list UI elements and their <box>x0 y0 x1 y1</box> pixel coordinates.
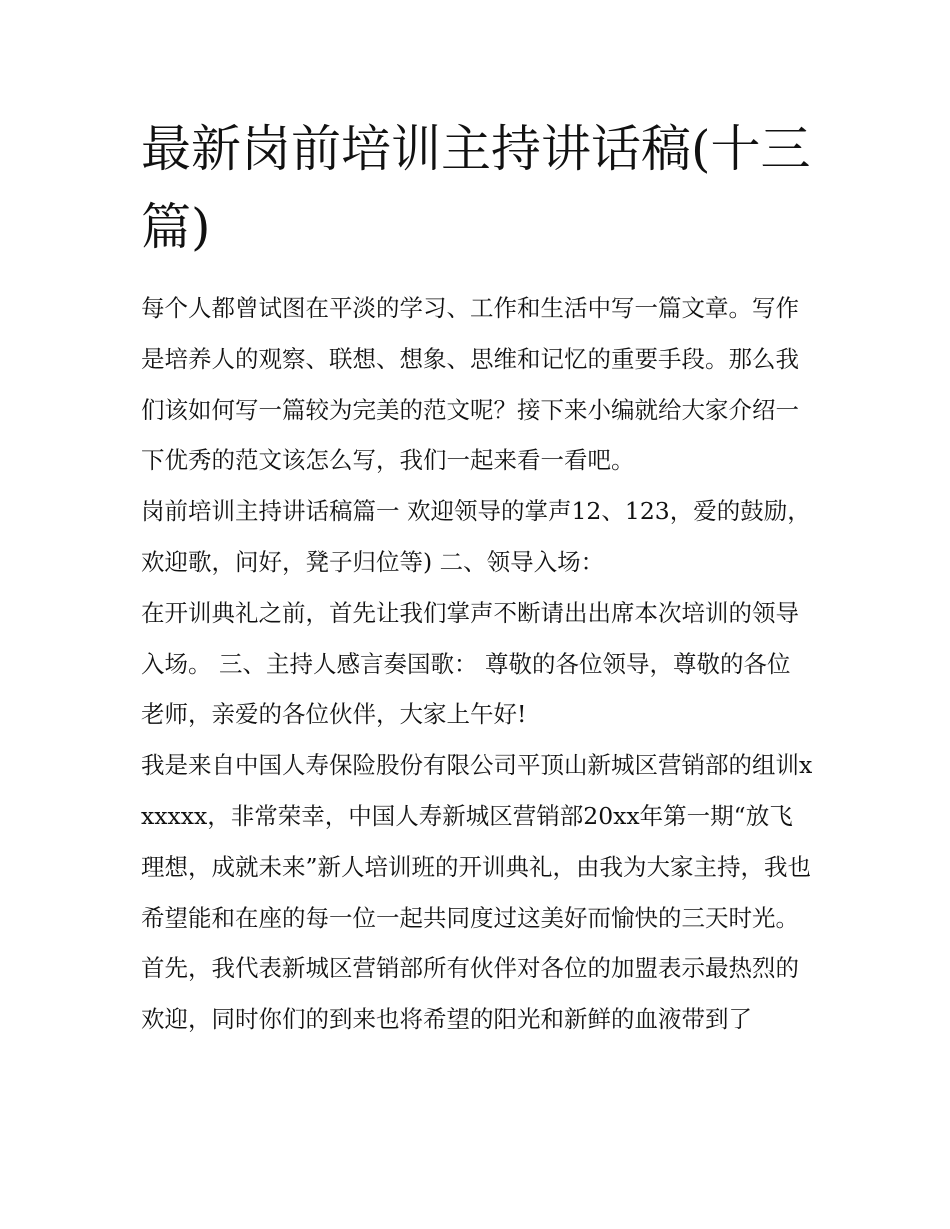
paragraph-intro: 每个人都曾试图在平淡的学习、工作和生活中写一篇文章。写作是培养人的观察、联想、想象、思维和记忆的重要手段。那么我们该如何写一篇较为完美的范文呢？接下来小编就给大家介绍一下优秀的范文该怎么写，我们一起来看一看吧。 <box>141 294 799 475</box>
document-body <box>141 283 813 1045</box>
paragraph-leaders-entrance: 在开训典礼之前，首先让我们掌声不断请出出席本次培训的领导入场。 三、主持人感言奏国歌： 尊敬的各位领导，尊敬的各位老师，亲爱的各位伙伴，大家上午好! <box>141 598 799 729</box>
paragraph-welcome: 首先，我代表新城区营销部所有伙伴对各位的加盟表示最热烈的欢迎，同时你们的到来也将希望的阳光和新鲜的血液带到了 <box>141 954 799 1034</box>
document-content <box>141 110 813 1045</box>
paragraph-speech-part-1: 岗前培训主持讲话稿篇一 欢迎领导的掌声12、123，爱的鼓励，欢迎歌，问好，凳子归位等) 二、领导入场： <box>141 497 811 576</box>
paragraph-host-introduction: 我是来自中国人寿保险股份有限公司平顶山新城区营销部的组训xxxxxx，非常荣幸，中国人寿新城区营销部20xx年第一期“放飞理想，成就未来”新人培训班的开训典礼，由我为大家主持，我也希望能和在座的每一位一起共同度过这美好而愉快的三天时光。 <box>141 751 813 932</box>
document-title: 最新岗前培训主持讲话稿(十三篇) <box>141 120 811 256</box>
